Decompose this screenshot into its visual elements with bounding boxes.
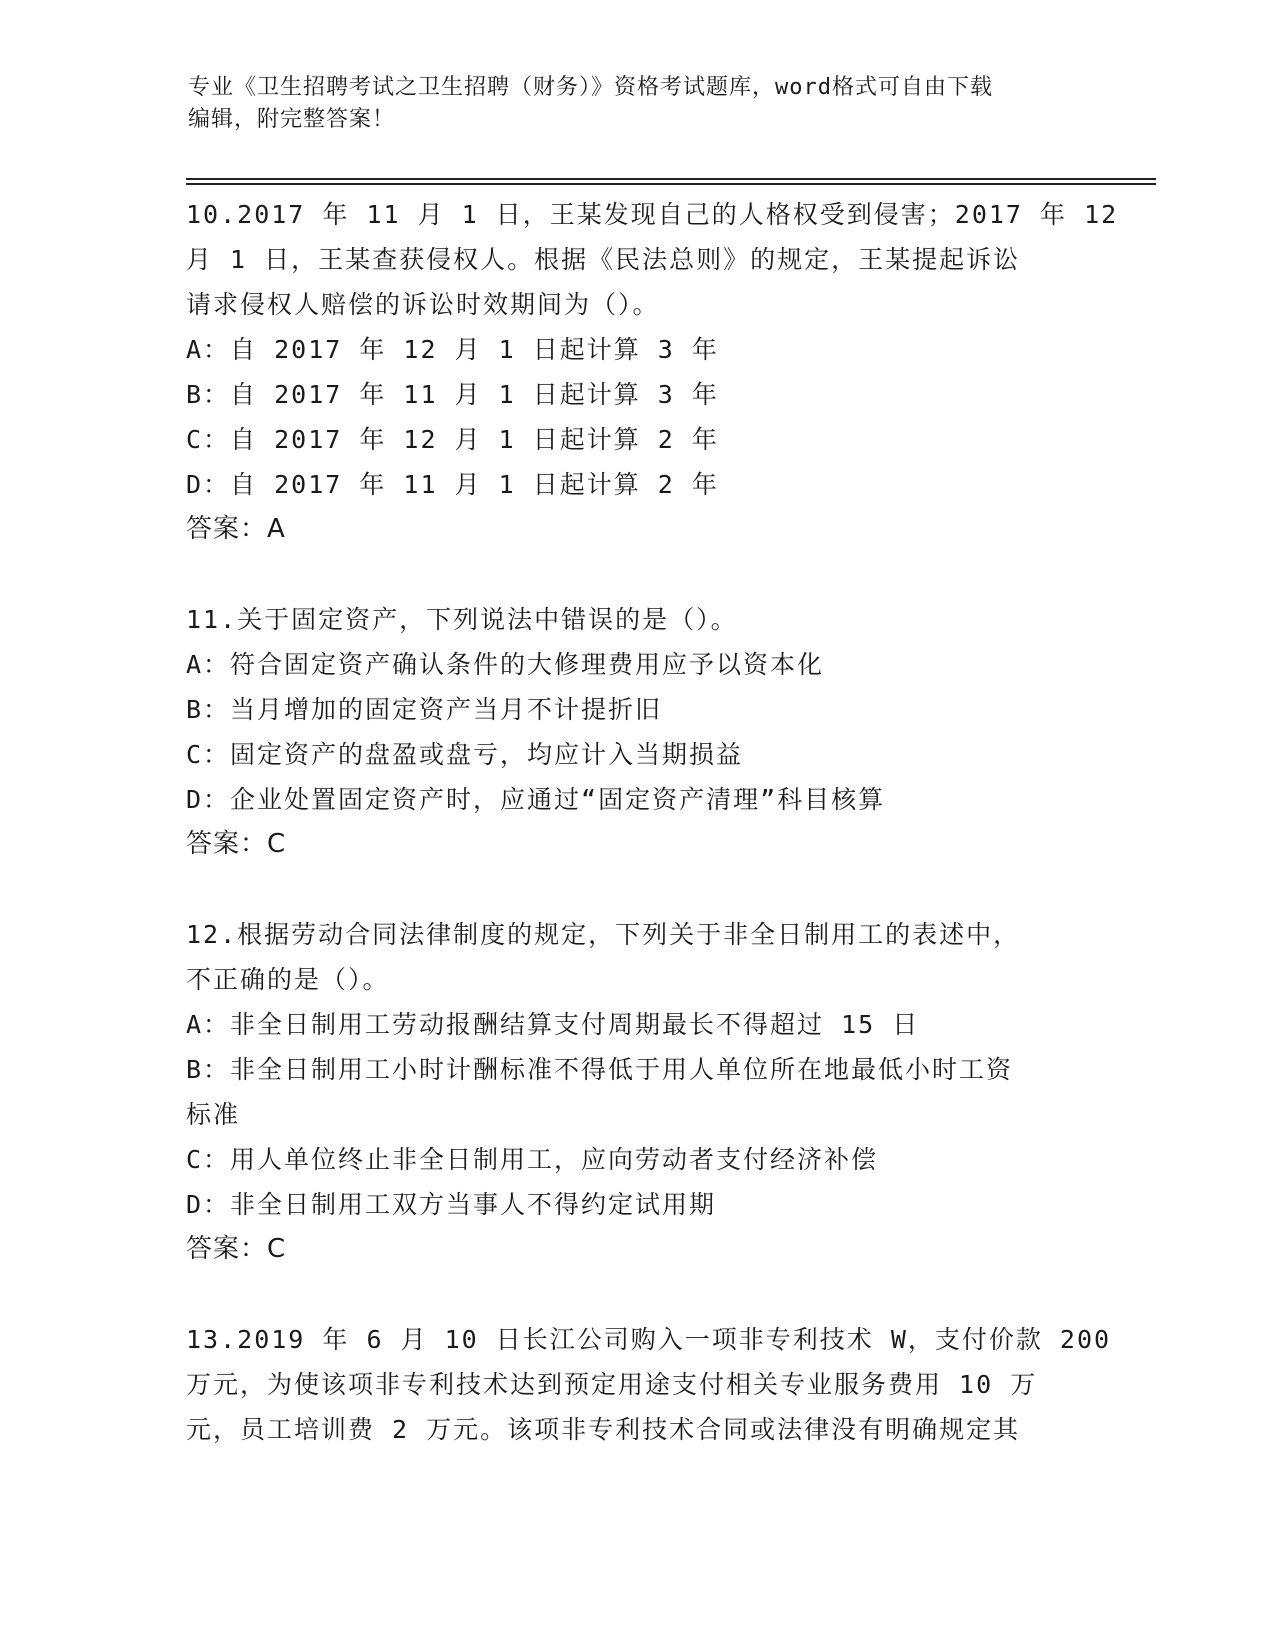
question-12	[186, 912, 1086, 1272]
header-line-2: 编辑，附完整答案！	[188, 107, 396, 132]
spacer	[186, 1272, 1086, 1317]
header-divider-bottom	[186, 183, 1156, 185]
option-a: A：自 2017 年 12 月 1 日起计算 3 年	[186, 335, 719, 364]
question-stem-line: 不正确的是（）。	[186, 965, 390, 994]
option-a: A：非全日制用工劳动报酬结算支付周期最长不得超过 15 日	[186, 1010, 920, 1039]
header-divider-top	[186, 178, 1156, 180]
question-10	[186, 192, 1119, 552]
answer-line: 答案：A	[186, 514, 286, 544]
question-stem-line: 万元，为使该项非专利技术达到预定用途支付相关专业服务费用 10 万	[186, 1370, 1038, 1399]
spacer	[186, 552, 1086, 597]
question-stem-line: 请求侵权人赔偿的诉讼时效期间为（）。	[186, 290, 660, 319]
answer-line: 答案：C	[186, 829, 287, 859]
question-stem-line: 元，员工培训费 2 万元。该项非专利技术合同或法律没有明确规定其	[186, 1415, 1021, 1444]
page-header	[188, 72, 1088, 136]
option-b: B：自 2017 年 11 月 1 日起计算 3 年	[186, 380, 719, 409]
option-d: D：自 2017 年 11 月 1 日起计算 2 年	[186, 470, 719, 499]
header-line-1: 专业《卫生招聘考试之卫生招聘（财务）》资格考试题库，word格式可自由下载	[188, 75, 993, 100]
option-c: C：自 2017 年 12 月 1 日起计算 2 年	[186, 425, 719, 454]
option-d: D：非全日制用工双方当事人不得约定试用期	[186, 1190, 717, 1219]
question-stem-line: 月 1 日，王某查获侵权人。根据《民法总则》的规定，王某提起诉讼	[186, 245, 1021, 274]
answer-line: 答案：C	[186, 1234, 287, 1264]
option-c: C：用人单位终止非全日制用工，应向劳动者支付经济补偿	[186, 1145, 879, 1174]
question-stem-line: 10.2017 年 11 月 1 日，王某发现自己的人格权受到侵害；2017 年 12	[186, 200, 1119, 229]
question-stem-line: 11.关于固定资产，下列说法中错误的是（）。	[186, 605, 738, 634]
question-stem-line: 13.2019 年 6 月 10 日长江公司购入一项非专利技术 W，支付价款 200	[186, 1325, 1112, 1354]
option-b-continued: 标准	[186, 1100, 241, 1129]
option-b: B：非全日制用工小时计酬标准不得低于用人单位所在地最低小时工资	[186, 1055, 1014, 1084]
question-list	[186, 192, 1119, 1452]
option-a: A：符合固定资产确认条件的大修理费用应予以资本化	[186, 650, 825, 679]
question-13	[186, 1317, 1112, 1452]
question-11	[186, 597, 1086, 867]
option-c: C：固定资产的盘盈或盘亏，均应计入当期损益	[186, 740, 744, 769]
option-d: D：企业处置固定资产时，应通过“固定资产清理”科目核算	[186, 785, 886, 814]
spacer	[186, 867, 1086, 912]
question-stem-line: 12.根据劳动合同法律制度的规定，下列关于非全日制用工的表述中，	[186, 920, 1021, 949]
option-b: B：当月增加的固定资产当月不计提折旧	[186, 695, 663, 724]
